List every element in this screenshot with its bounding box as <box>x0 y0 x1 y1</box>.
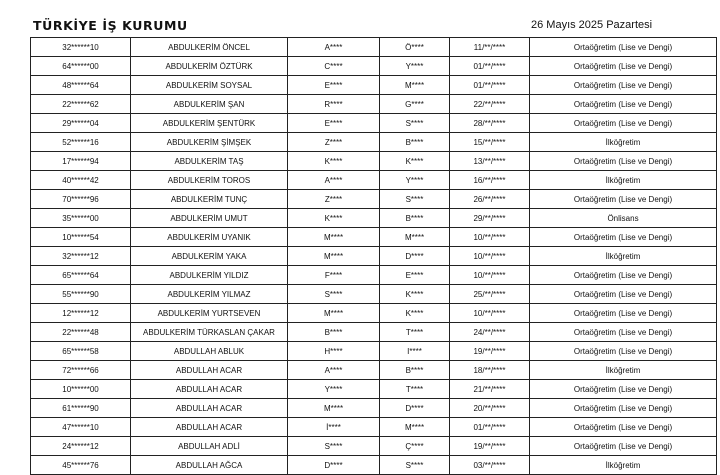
cell-id-number: 40******42 <box>31 171 131 190</box>
cell-mother-name: S**** <box>380 190 450 209</box>
cell-education: Ortaöğretim (Lise ve Dengi) <box>530 399 717 418</box>
cell-full-name: ABDULKERİM YILMAZ <box>131 285 288 304</box>
cell-father-name: Z**** <box>288 190 380 209</box>
cell-mother-name: G**** <box>380 95 450 114</box>
organization-title: TÜRKİYE İŞ KURUMU <box>33 18 188 33</box>
cell-birth-date: 03/**/**** <box>450 456 530 475</box>
cell-mother-name: K**** <box>380 285 450 304</box>
cell-full-name: ABDULKERİM TÜRKASLAN ÇAKAR <box>131 323 288 342</box>
cell-id-number: 45******76 <box>31 456 131 475</box>
table-row <box>31 190 717 209</box>
cell-birth-date: 26/**/**** <box>450 190 530 209</box>
cell-birth-date: 10/**/**** <box>450 247 530 266</box>
table-row <box>31 76 717 95</box>
cell-father-name: M**** <box>288 247 380 266</box>
cell-id-number: 52******16 <box>31 133 131 152</box>
cell-father-name: E**** <box>288 114 380 133</box>
cell-father-name: M**** <box>288 228 380 247</box>
cell-education: Ortaöğretim (Lise ve Dengi) <box>530 437 717 456</box>
cell-father-name: F**** <box>288 266 380 285</box>
cell-full-name: ABDULLAH ABLUK <box>131 342 288 361</box>
cell-mother-name: Ç**** <box>380 437 450 456</box>
cell-birth-date: 13/**/**** <box>450 152 530 171</box>
cell-birth-date: 24/**/**** <box>450 323 530 342</box>
cell-father-name: K**** <box>288 209 380 228</box>
cell-father-name: E**** <box>288 76 380 95</box>
cell-father-name: İ**** <box>288 418 380 437</box>
cell-birth-date: 19/**/**** <box>450 437 530 456</box>
table-row <box>31 133 717 152</box>
cell-full-name: ABDULLAH ACAR <box>131 361 288 380</box>
cell-birth-date: 29/**/**** <box>450 209 530 228</box>
cell-id-number: 24******12 <box>31 437 131 456</box>
cell-birth-date: 21/**/**** <box>450 380 530 399</box>
table-row <box>31 247 717 266</box>
cell-full-name: ABDULKERİM ÖNCEL <box>131 38 288 57</box>
cell-father-name: S**** <box>288 437 380 456</box>
cell-birth-date: 22/**/**** <box>450 95 530 114</box>
applicant-table <box>30 37 717 475</box>
cell-id-number: 12******12 <box>31 304 131 323</box>
cell-education: Ortaöğretim (Lise ve Dengi) <box>530 38 717 57</box>
cell-full-name: ABDULKERİM YAKA <box>131 247 288 266</box>
table-row <box>31 399 717 418</box>
cell-birth-date: 10/**/**** <box>450 304 530 323</box>
table-body <box>31 38 717 475</box>
table-row <box>31 304 717 323</box>
cell-education: Ortaöğretim (Lise ve Dengi) <box>530 57 717 76</box>
cell-id-number: 10******00 <box>31 380 131 399</box>
cell-education: İlköğretim <box>530 171 717 190</box>
cell-education: İlköğretim <box>530 361 717 380</box>
table-row <box>31 228 717 247</box>
cell-father-name: C**** <box>288 57 380 76</box>
cell-full-name: ABDULKERİM TUNÇ <box>131 190 288 209</box>
cell-id-number: 55******90 <box>31 285 131 304</box>
cell-father-name: R**** <box>288 95 380 114</box>
table-row <box>31 380 717 399</box>
cell-birth-date: 20/**/**** <box>450 399 530 418</box>
cell-mother-name: B**** <box>380 361 450 380</box>
cell-father-name: B**** <box>288 323 380 342</box>
cell-full-name: ABDULKERİM ÖZTÜRK <box>131 57 288 76</box>
cell-mother-name: M**** <box>380 418 450 437</box>
cell-birth-date: 19/**/**** <box>450 342 530 361</box>
table-row <box>31 418 717 437</box>
cell-mother-name: T**** <box>380 323 450 342</box>
cell-mother-name: S**** <box>380 114 450 133</box>
cell-education: Ortaöğretim (Lise ve Dengi) <box>530 304 717 323</box>
cell-birth-date: 01/**/**** <box>450 418 530 437</box>
cell-education: İlköğretim <box>530 247 717 266</box>
table-row <box>31 361 717 380</box>
cell-mother-name: I**** <box>380 342 450 361</box>
cell-birth-date: 28/**/**** <box>450 114 530 133</box>
cell-education: Ortaöğretim (Lise ve Dengi) <box>530 190 717 209</box>
cell-birth-date: 10/**/**** <box>450 228 530 247</box>
cell-full-name: ABDULKERİM YURTSEVEN <box>131 304 288 323</box>
cell-id-number: 72******66 <box>31 361 131 380</box>
cell-id-number: 47******10 <box>31 418 131 437</box>
cell-mother-name: T**** <box>380 380 450 399</box>
cell-father-name: A**** <box>288 38 380 57</box>
cell-father-name: A**** <box>288 361 380 380</box>
cell-mother-name: Ö**** <box>380 38 450 57</box>
table-row <box>31 342 717 361</box>
cell-id-number: 70******96 <box>31 190 131 209</box>
cell-full-name: ABDULKERİM ŞİMŞEK <box>131 133 288 152</box>
cell-education: Ortaöğretim (Lise ve Dengi) <box>530 228 717 247</box>
cell-full-name: ABDULLAH ACAR <box>131 418 288 437</box>
cell-education: Önlisans <box>530 209 717 228</box>
cell-education: İlköğretim <box>530 133 717 152</box>
cell-father-name: S**** <box>288 285 380 304</box>
cell-father-name: Y**** <box>288 380 380 399</box>
document-date: 26 Mayıs 2025 Pazartesi <box>531 19 653 31</box>
cell-birth-date: 15/**/**** <box>450 133 530 152</box>
table-row <box>31 57 717 76</box>
cell-full-name: ABDULKERİM TOROS <box>131 171 288 190</box>
cell-mother-name: K**** <box>380 304 450 323</box>
table-row <box>31 285 717 304</box>
cell-father-name: H**** <box>288 342 380 361</box>
cell-id-number: 22******48 <box>31 323 131 342</box>
cell-birth-date: 25/**/**** <box>450 285 530 304</box>
cell-full-name: ABDULLAH ACAR <box>131 399 288 418</box>
cell-education: Ortaöğretim (Lise ve Dengi) <box>530 342 717 361</box>
cell-mother-name: M**** <box>380 228 450 247</box>
cell-education: İlköğretim <box>530 456 717 475</box>
cell-full-name: ABDULLAH AĞCA <box>131 456 288 475</box>
cell-birth-date: 01/**/**** <box>450 76 530 95</box>
cell-id-number: 17******94 <box>31 152 131 171</box>
cell-birth-date: 11/**/**** <box>450 38 530 57</box>
cell-mother-name: Y**** <box>380 57 450 76</box>
cell-education: Ortaöğretim (Lise ve Dengi) <box>530 95 717 114</box>
cell-full-name: ABDULKERİM ŞENTÜRK <box>131 114 288 133</box>
cell-id-number: 35******00 <box>31 209 131 228</box>
cell-id-number: 10******54 <box>31 228 131 247</box>
cell-birth-date: 10/**/**** <box>450 266 530 285</box>
cell-father-name: M**** <box>288 399 380 418</box>
cell-mother-name: B**** <box>380 133 450 152</box>
cell-id-number: 65******64 <box>31 266 131 285</box>
cell-full-name: ABDULKERİM TAŞ <box>131 152 288 171</box>
cell-birth-date: 01/**/**** <box>450 57 530 76</box>
table-row <box>31 38 717 57</box>
table-row <box>31 171 717 190</box>
cell-mother-name: D**** <box>380 399 450 418</box>
cell-mother-name: Y**** <box>380 171 450 190</box>
cell-education: Ortaöğretim (Lise ve Dengi) <box>530 152 717 171</box>
cell-full-name: ABDULKERİM ŞAN <box>131 95 288 114</box>
cell-father-name: A**** <box>288 171 380 190</box>
table-row <box>31 437 717 456</box>
page-header <box>0 0 720 37</box>
cell-id-number: 64******00 <box>31 57 131 76</box>
cell-mother-name: E**** <box>380 266 450 285</box>
cell-mother-name: K**** <box>380 152 450 171</box>
cell-mother-name: M**** <box>380 76 450 95</box>
cell-full-name: ABDULKERİM YILDIZ <box>131 266 288 285</box>
table-row <box>31 209 717 228</box>
cell-father-name: Z**** <box>288 133 380 152</box>
cell-mother-name: B**** <box>380 209 450 228</box>
cell-id-number: 48******64 <box>31 76 131 95</box>
cell-full-name: ABDULKERİM SOYSAL <box>131 76 288 95</box>
table-row <box>31 95 717 114</box>
cell-birth-date: 16/**/**** <box>450 171 530 190</box>
cell-mother-name: D**** <box>380 247 450 266</box>
cell-education: Ortaöğretim (Lise ve Dengi) <box>530 114 717 133</box>
cell-id-number: 32******10 <box>31 38 131 57</box>
cell-birth-date: 18/**/**** <box>450 361 530 380</box>
table-row <box>31 323 717 342</box>
cell-id-number: 65******58 <box>31 342 131 361</box>
cell-id-number: 61******90 <box>31 399 131 418</box>
cell-id-number: 29******04 <box>31 114 131 133</box>
cell-education: Ortaöğretim (Lise ve Dengi) <box>530 76 717 95</box>
cell-full-name: ABDULLAH ADLİ <box>131 437 288 456</box>
cell-father-name: K**** <box>288 152 380 171</box>
cell-id-number: 32******12 <box>31 247 131 266</box>
table-row <box>31 114 717 133</box>
cell-full-name: ABDULKERİM UYANIK <box>131 228 288 247</box>
cell-father-name: M**** <box>288 304 380 323</box>
cell-education: Ortaöğretim (Lise ve Dengi) <box>530 380 717 399</box>
cell-father-name: D**** <box>288 456 380 475</box>
cell-education: Ortaöğretim (Lise ve Dengi) <box>530 418 717 437</box>
cell-full-name: ABDULLAH ACAR <box>131 380 288 399</box>
cell-education: Ortaöğretim (Lise ve Dengi) <box>530 266 717 285</box>
table-row <box>31 152 717 171</box>
table-row <box>31 266 717 285</box>
cell-full-name: ABDULKERİM UMUT <box>131 209 288 228</box>
cell-mother-name: S**** <box>380 456 450 475</box>
cell-education: Ortaöğretim (Lise ve Dengi) <box>530 323 717 342</box>
cell-education: Ortaöğretim (Lise ve Dengi) <box>530 285 717 304</box>
cell-id-number: 22******62 <box>31 95 131 114</box>
